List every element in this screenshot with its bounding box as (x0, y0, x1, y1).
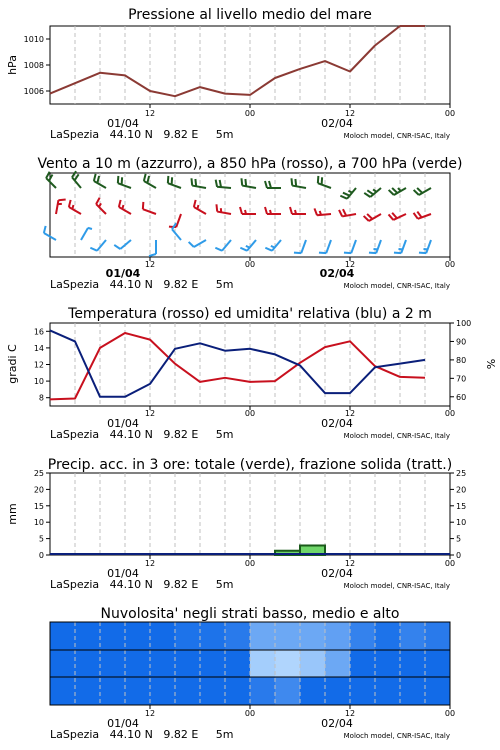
x-tick-label: 00 (244, 409, 256, 418)
cloud-cell (300, 677, 326, 705)
wind-model: Moloch model, CNR-ISAC, Italy (343, 282, 450, 290)
humidity-y-label: % (484, 358, 497, 370)
x-tick-label: 12 (144, 260, 156, 269)
cloud-cell (150, 650, 176, 677)
wind-title: Vento a 10 m (azzurro), a 850 hPa (rosso), a 700 hPa (verde) (37, 156, 463, 172)
cloud-cell (175, 622, 201, 650)
barb-flag (320, 211, 321, 215)
y-tick-label: 1008 (23, 61, 44, 70)
y-tick-label: 1006 (23, 87, 44, 96)
barb-shaft (217, 187, 231, 188)
barb-flag (245, 179, 246, 186)
barb-flag (58, 199, 65, 200)
precipitation-plot-area (50, 473, 450, 555)
cloud-cell (200, 650, 226, 677)
clouds-location: LaSpezia 44.10 N 9.82 E 5m (50, 728, 234, 741)
x-tick-label: 12 (344, 409, 356, 418)
y-tick-label: 90 (456, 337, 467, 347)
cloud-cell (150, 622, 176, 650)
pressure-title: Pressione al livello medio del mare (128, 7, 372, 23)
barb-flag (172, 177, 173, 184)
pressure-date-2: 02/04 (321, 117, 353, 130)
pressure-model: Moloch model, CNR-ISAC, Italy (343, 132, 450, 140)
cloud-cell (50, 650, 76, 677)
x-tick-label: 12 (344, 109, 356, 118)
barb-flag (216, 180, 217, 187)
precipitation-date-1: 01/04 (107, 567, 139, 580)
cloud-cell (375, 677, 401, 705)
cloud-cell (100, 677, 126, 705)
barb-shaft (317, 214, 331, 215)
cloud-cell (425, 677, 451, 705)
x-tick-label: 00 (444, 260, 456, 269)
barb-flag (419, 253, 426, 254)
y-tick-label: 25 (456, 469, 467, 478)
x-tick-label: 12 (344, 260, 356, 269)
cloud-cell (350, 622, 376, 650)
clouds-date-2: 02/04 (321, 717, 353, 730)
cloud-cell (175, 650, 201, 677)
x-tick-label: 00 (444, 559, 456, 568)
cloud-cell (400, 650, 426, 677)
cloud-cell (175, 677, 201, 705)
cloud-cell (425, 622, 451, 650)
cloud-cell (225, 677, 251, 705)
clouds-x-ticks (145, 705, 455, 718)
barb-flag (245, 210, 246, 214)
barb-flag (369, 253, 376, 254)
pressure-x-ticks (145, 104, 455, 118)
clouds-title: Nuvolosita' negli strati basso, medio e alto (100, 606, 400, 622)
y-tick-label: 1010 (23, 35, 44, 44)
barb-flag (294, 253, 301, 254)
y-tick-label: 10 (456, 518, 467, 528)
barb-flag (118, 176, 119, 183)
x-tick-label: 00 (244, 260, 256, 269)
y-tick-label: 8 (38, 393, 44, 403)
x-tick-label: 12 (144, 709, 156, 718)
cloud-cell (250, 677, 276, 705)
cloud-cell (200, 622, 226, 650)
cloud-cell (325, 650, 351, 677)
y-tick-label: 5 (38, 534, 44, 544)
cloud-cell (150, 677, 176, 705)
x-tick-label: 12 (344, 709, 356, 718)
cloud-cell (375, 650, 401, 677)
cloud-cell (100, 650, 126, 677)
y-tick-label: 10 (33, 518, 44, 528)
y-tick-label: 20 (456, 485, 467, 495)
humidity-right-ticks (450, 319, 471, 402)
cloud-cell (50, 677, 76, 705)
x-tick-label: 00 (244, 109, 256, 118)
x-tick-label: 00 (444, 709, 456, 718)
y-tick-label: 10 (33, 377, 44, 387)
barb-flag (191, 178, 192, 185)
barb-flag (44, 226, 46, 233)
cloud-cell (400, 677, 426, 705)
cloud-cell (300, 622, 326, 650)
barb-flag (295, 179, 296, 186)
cloud-cell (275, 677, 301, 705)
temperature-date-1: 01/04 (107, 417, 139, 430)
x-tick-label: 12 (144, 409, 156, 418)
barb-flag (322, 177, 323, 184)
wind-date-1: 01/04 (105, 267, 141, 280)
wind-date-2: 02/04 (319, 267, 355, 280)
cloud-cell (300, 650, 326, 677)
x-tick-label: 12 (144, 559, 156, 568)
barb-flag (168, 176, 169, 183)
clouds-panel (50, 606, 455, 741)
cloud-cell (350, 650, 376, 677)
x-tick-label: 12 (344, 559, 356, 568)
wind-panel (37, 156, 462, 291)
temperature-title: Temperatura (rosso) ed umidita' relativa (blu) a 2 m (68, 306, 432, 322)
y-tick-label: 12 (33, 360, 44, 370)
cloud-cell (75, 677, 101, 705)
cloud-cell (325, 677, 351, 705)
y-tick-label: 60 (456, 392, 467, 402)
y-tick-label: 80 (456, 355, 467, 365)
barb-flag (46, 172, 50, 178)
temperature-location: LaSpezia 44.10 N 9.82 E 5m (50, 428, 234, 441)
pressure-location: LaSpezia 44.10 N 9.82 E 5m (50, 128, 234, 141)
temperature-model: Moloch model, CNR-ISAC, Italy (343, 432, 450, 440)
y-tick-label: 0 (456, 551, 462, 560)
y-tick-label: 70 (456, 374, 467, 384)
pressure-y-ticks (24, 35, 50, 96)
precipitation-title: Precip. acc. in 3 ore: totale (verde), frazione solida (tratt.) (47, 457, 453, 473)
y-tick-label: 14 (33, 343, 44, 353)
cloud-cell (275, 650, 301, 677)
precipitation-left-ticks (34, 469, 50, 560)
temperature-x-ticks (145, 406, 455, 418)
precipitation-x-ticks (145, 555, 455, 568)
wind-location: LaSpezia 44.10 N 9.82 E 5m (50, 278, 234, 291)
y-tick-label: 25 (33, 469, 44, 478)
x-tick-label: 12 (144, 109, 156, 118)
cloud-cell (75, 650, 101, 677)
barb-flag (216, 204, 217, 211)
x-tick-label: 00 (244, 559, 256, 568)
pressure-date-1: 01/04 (107, 117, 139, 130)
barb-flag (318, 176, 319, 183)
cloud-cell (250, 622, 276, 650)
x-tick-label: 00 (444, 409, 456, 418)
y-tick-label: 16 (33, 327, 44, 337)
clouds-model: Moloch model, CNR-ISAC, Italy (343, 732, 450, 740)
cloud-cell (125, 622, 151, 650)
cloud-cell (225, 650, 251, 677)
barb-flag (195, 179, 196, 186)
y-tick-label: 15 (456, 501, 467, 511)
precipitation-model: Moloch model, CNR-ISAC, Italy (343, 582, 450, 590)
cloud-cell (125, 677, 151, 705)
cloud-cell (250, 650, 276, 677)
y-tick-label: 15 (33, 501, 44, 511)
cloud-cell (400, 622, 426, 650)
precipitation-y-label: mm (6, 503, 19, 525)
precipitation-panel (6, 457, 466, 591)
barb-flag (270, 210, 271, 214)
y-tick-label: 0 (38, 551, 44, 560)
y-tick-label: 100 (456, 319, 472, 328)
barb-flag (197, 205, 198, 209)
cloud-cell (325, 622, 351, 650)
barb-flag (88, 228, 92, 229)
barb-flag (122, 177, 123, 184)
y-tick-label: 5 (456, 534, 462, 544)
cloud-cell (200, 677, 226, 705)
y-tick-label: 20 (33, 485, 44, 495)
pressure-panel (6, 7, 455, 141)
cloud-cell (350, 677, 376, 705)
barb-flag (344, 253, 351, 254)
barb-flag (291, 178, 292, 185)
barb-flag (295, 210, 296, 214)
cloud-cell (125, 650, 151, 677)
barb-flag (220, 180, 221, 187)
precipitation-location: LaSpezia 44.10 N 9.82 E 5m (50, 578, 234, 591)
barb-flag (319, 253, 326, 254)
x-tick-label: 00 (444, 109, 456, 118)
x-tick-label: 00 (244, 709, 256, 718)
barb-flag (72, 205, 73, 209)
cloud-cell (375, 622, 401, 650)
cloud-cell (225, 622, 251, 650)
barb-flag (241, 178, 242, 185)
cloud-cell (50, 622, 76, 650)
cloud-cell (75, 622, 101, 650)
cloud-cell (425, 650, 451, 677)
clouds-date-1: 01/04 (107, 717, 139, 730)
temperature-left-ticks (34, 327, 50, 402)
cloud-cell (100, 622, 126, 650)
wind-x-ticks (145, 257, 455, 269)
precipitation-date-2: 02/04 (321, 567, 353, 580)
temperature-panel (6, 306, 497, 441)
barb-flag (122, 205, 123, 209)
temperature-date-2: 02/04 (321, 417, 353, 430)
temperature-y-label: gradi C (6, 344, 19, 384)
cloud-cell (275, 622, 301, 650)
barb-flag (143, 202, 144, 209)
barb-flag (394, 253, 401, 254)
pressure-y-label: hPa (6, 55, 19, 75)
precipitation-right-ticks (450, 469, 466, 560)
